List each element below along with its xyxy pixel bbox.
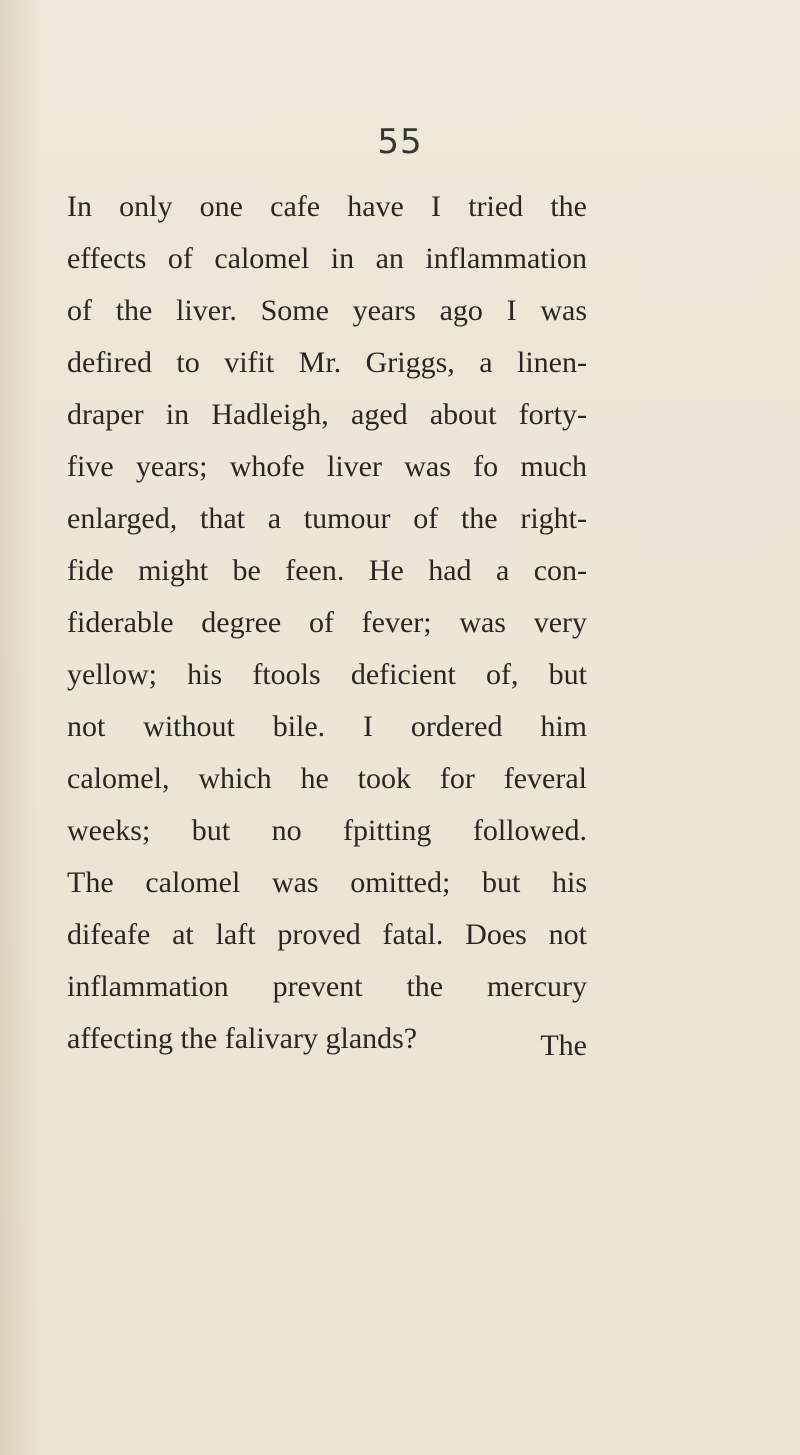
body-text	[67, 181, 587, 1065]
text-line: fide might be feen. He had a con-	[67, 554, 587, 587]
text-line: fiderable degree of fever; was very	[67, 606, 587, 639]
text-line: not without bile. I ordered him	[67, 710, 587, 743]
text-line: inflammation prevent the mercury	[67, 970, 587, 1003]
text-line: calomel, which he took for feveral	[67, 762, 587, 795]
text-line: weeks; but no fpitting followed.	[67, 814, 587, 847]
catchword: The	[540, 1029, 587, 1062]
text-line: draper in Hadleigh, aged about forty-	[67, 398, 587, 431]
text-line: yellow; his ftools deficient of, but	[67, 658, 587, 691]
text-line: The calomel was omitted; but his	[67, 866, 587, 899]
text-line: difeafe at laft proved fatal. Does not	[67, 918, 587, 951]
text-line: affecting the falivary glands?	[67, 1022, 418, 1055]
text-line: In only one cafe have I tried the	[67, 190, 587, 223]
text-line: five years; whofe liver was fo much	[67, 450, 587, 483]
text-line: of the liver. Some years ago I was	[67, 294, 587, 327]
text-line: defired to vifit Mr. Griggs, a linen-	[67, 346, 587, 379]
page-number: 55	[377, 122, 423, 162]
text-line: enlarged, that a tumour of the right-	[67, 502, 587, 535]
text-line: effects of calomel in an inflammation	[67, 242, 587, 275]
